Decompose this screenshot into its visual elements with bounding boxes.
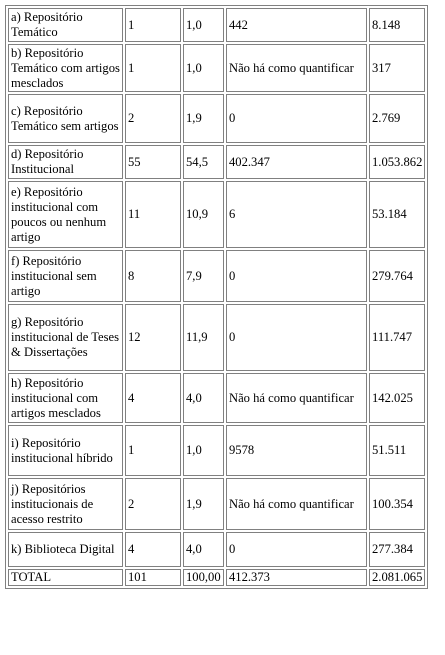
items-cell: 1.053.862 <box>369 145 425 179</box>
items-cell: 2.769 <box>369 94 425 143</box>
percent-cell: 1,9 <box>183 478 224 530</box>
table-body <box>8 8 425 586</box>
count-cell: 55 <box>125 145 181 179</box>
percent-cell: 1,0 <box>183 8 224 42</box>
count-cell: 11 <box>125 181 181 248</box>
percent-cell: 100,00 <box>183 569 224 586</box>
table-row <box>8 250 425 302</box>
articles-cell: 0 <box>226 304 367 371</box>
count-cell: 1 <box>125 44 181 92</box>
items-cell: 279.764 <box>369 250 425 302</box>
type-cell: b) Repositório Temático com artigos mesclados <box>8 44 123 92</box>
articles-cell: Não há como quantificar <box>226 478 367 530</box>
items-cell: 142.025 <box>369 373 425 423</box>
type-cell: j) Repositórios institucionais de acesso restrito <box>8 478 123 530</box>
percent-cell: 1,0 <box>183 425 224 476</box>
type-cell: c) Repositório Temático sem artigos <box>8 94 123 143</box>
articles-cell: Não há como quantificar <box>226 373 367 423</box>
items-cell: 111.747 <box>369 304 425 371</box>
articles-cell: 6 <box>226 181 367 248</box>
count-cell: 4 <box>125 373 181 423</box>
items-cell: 53.184 <box>369 181 425 248</box>
articles-cell: 412.373 <box>226 569 367 586</box>
items-cell: 8.148 <box>369 8 425 42</box>
count-cell: 4 <box>125 532 181 567</box>
percent-cell: 1,0 <box>183 44 224 92</box>
articles-cell: 0 <box>226 532 367 567</box>
type-cell: d) Repositório Institucional <box>8 145 123 179</box>
percent-cell: 4,0 <box>183 373 224 423</box>
type-cell: h) Repositório institucional com artigos mesclados <box>8 373 123 423</box>
percent-cell: 7,9 <box>183 250 224 302</box>
type-cell: e) Repositório institucional com poucos ou nenhum artigo <box>8 181 123 248</box>
table-row <box>8 425 425 476</box>
table-row <box>8 44 425 92</box>
table-row <box>8 304 425 371</box>
type-cell: k) Biblioteca Digital <box>8 532 123 567</box>
type-cell: i) Repositório institucional híbrido <box>8 425 123 476</box>
items-cell: 277.384 <box>369 532 425 567</box>
count-cell: 1 <box>125 425 181 476</box>
articles-cell: 402.347 <box>226 145 367 179</box>
articles-cell: 0 <box>226 94 367 143</box>
type-cell: g) Repositório institucional de Teses & Dissertações <box>8 304 123 371</box>
articles-cell: 0 <box>226 250 367 302</box>
table-row <box>8 94 425 143</box>
count-cell: 8 <box>125 250 181 302</box>
articles-cell: Não há como quantificar <box>226 44 367 92</box>
items-cell: 51.511 <box>369 425 425 476</box>
table-row <box>8 478 425 530</box>
table-row <box>8 373 425 423</box>
percent-cell: 1,9 <box>183 94 224 143</box>
count-cell: 1 <box>125 8 181 42</box>
percent-cell: 4,0 <box>183 532 224 567</box>
table-row <box>8 145 425 179</box>
table-row <box>8 8 425 42</box>
items-cell: 100.354 <box>369 478 425 530</box>
total-row <box>8 569 425 586</box>
table-row <box>8 181 425 248</box>
percent-cell: 54,5 <box>183 145 224 179</box>
articles-cell: 442 <box>226 8 367 42</box>
type-cell: a) Repositório Temático <box>8 8 123 42</box>
items-cell: 317 <box>369 44 425 92</box>
type-cell: TOTAL <box>8 569 123 586</box>
count-cell: 12 <box>125 304 181 371</box>
count-cell: 101 <box>125 569 181 586</box>
type-cell: f) Repositório institucional sem artigo <box>8 250 123 302</box>
percent-cell: 10,9 <box>183 181 224 248</box>
articles-cell: 9578 <box>226 425 367 476</box>
count-cell: 2 <box>125 94 181 143</box>
table-row <box>8 532 425 567</box>
percent-cell: 11,9 <box>183 304 224 371</box>
repository-table <box>5 5 428 589</box>
items-cell: 2.081.065 <box>369 569 425 586</box>
count-cell: 2 <box>125 478 181 530</box>
